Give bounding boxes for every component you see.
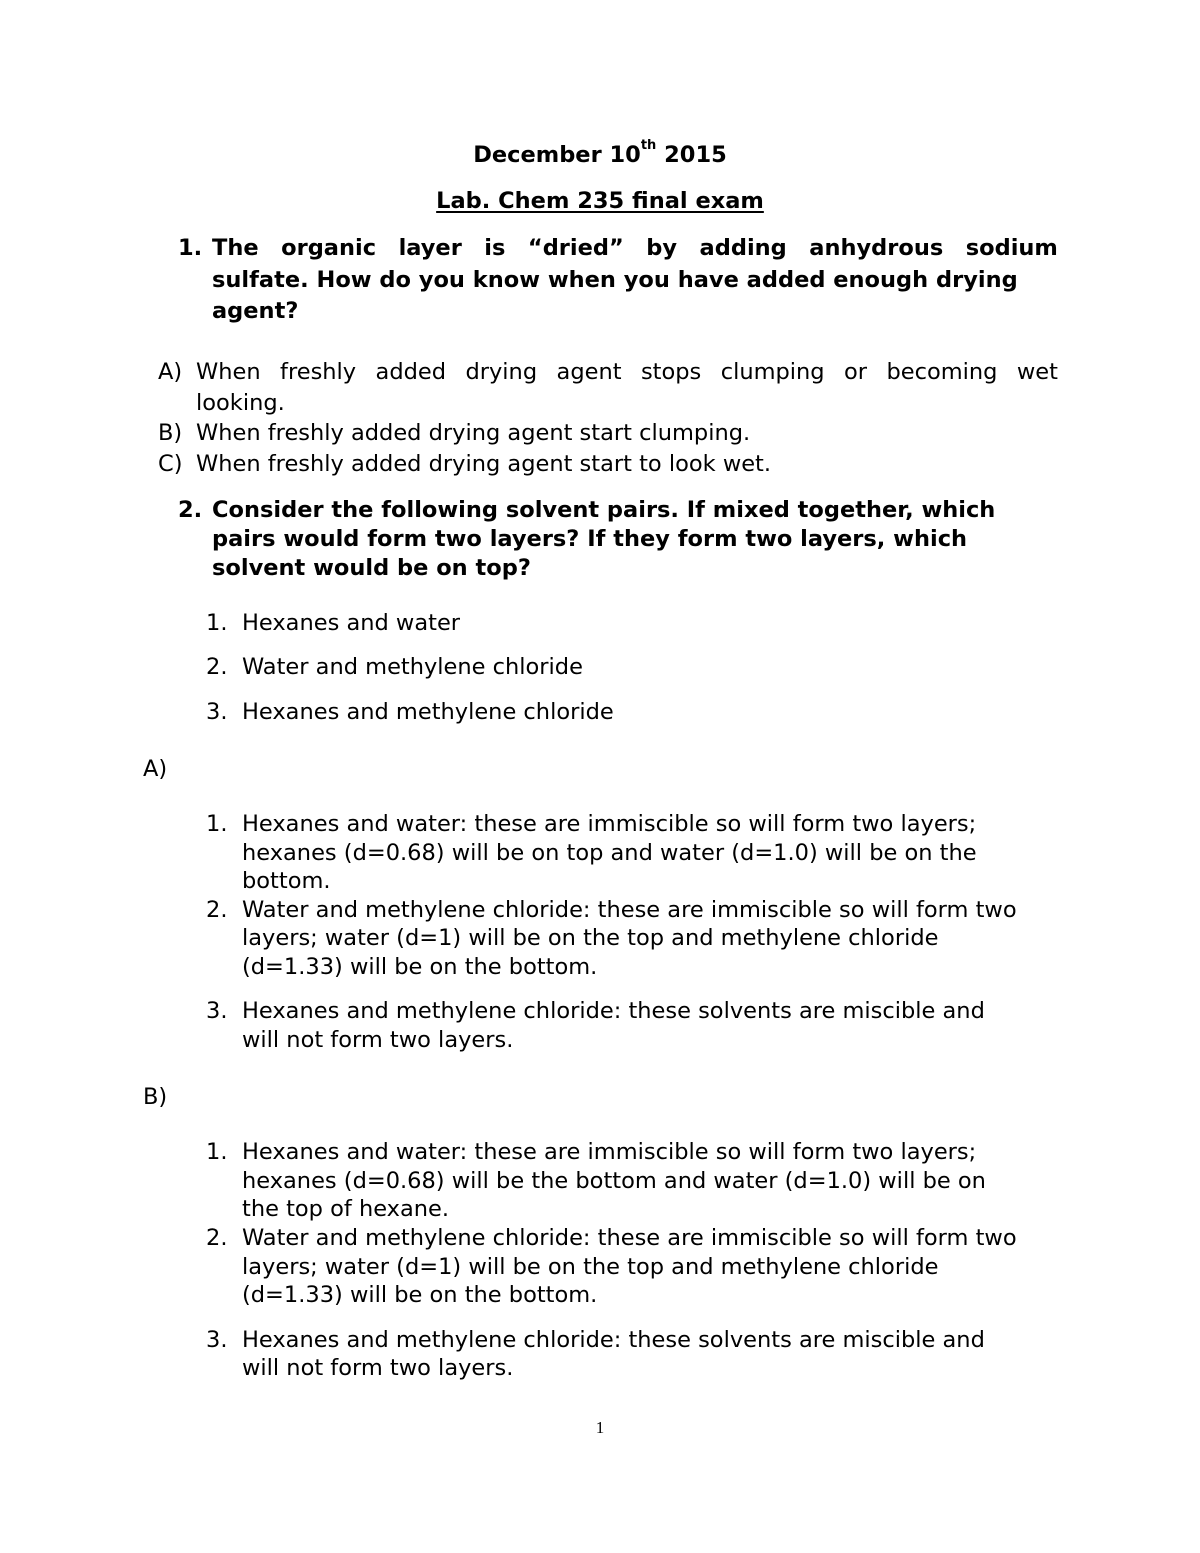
- option-a-word: When: [196, 359, 261, 385]
- option-a-word: becoming: [886, 359, 998, 385]
- answer-b-item-2-line: (d=1.33) will be on the bottom.: [242, 1282, 598, 1308]
- pair-2-text: Water and methylene chloride: [242, 654, 583, 680]
- answer-a-letter: A): [143, 756, 168, 782]
- question-1-line-2: sulfate. How do you know when you have added enough drying: [212, 267, 1018, 293]
- answer-b-item-1-number: 1.: [206, 1139, 228, 1165]
- q1-word: sodium: [965, 235, 1058, 261]
- exam-title: Lab. Chem 235 final exam: [436, 188, 764, 214]
- q1-word: adding: [699, 235, 787, 261]
- answer-a-item-2-line: Water and methylene chloride: these are immiscible so will form two: [242, 897, 1017, 923]
- option-c-letter: C): [158, 451, 183, 477]
- answer-a-item-1-number: 1.: [206, 811, 228, 837]
- answer-b-item-1-line: Hexanes and water: these are immiscible so will form two layers;: [242, 1139, 977, 1165]
- pair-3-number: 3.: [206, 699, 228, 725]
- pair-2-number: 2.: [206, 654, 228, 680]
- option-c-text: When freshly added drying agent start to look wet.: [196, 451, 772, 477]
- exam-date: [0, 138, 1200, 168]
- option-a-word: freshly: [280, 359, 357, 385]
- answer-b-item-2-line: Water and methylene chloride: these are immiscible so will form two: [242, 1225, 1017, 1251]
- answer-b-item-1-line: the top of hexane.: [242, 1196, 450, 1222]
- option-a-word: stops: [640, 359, 702, 385]
- date-year: 2015: [664, 142, 727, 168]
- option-a-word: wet: [1016, 359, 1058, 385]
- answer-b-item-2-number: 2.: [206, 1225, 228, 1251]
- answer-a-item-3-number: 3.: [206, 998, 228, 1024]
- q1-word: by: [646, 235, 678, 261]
- question-2-line-2: pairs would form two layers? If they form two layers, which: [212, 526, 968, 552]
- option-a-word: or: [844, 359, 868, 385]
- answer-a-item-2-line: (d=1.33) will be on the bottom.: [242, 954, 598, 980]
- question-1-number: 1.: [178, 235, 203, 261]
- page-number: 1: [595, 1418, 605, 1437]
- answer-a-item-3-line: Hexanes and methylene chloride: these solvents are miscible and: [242, 998, 985, 1024]
- answer-b-item-2-line: layers; water (d=1) will be on the top and methylene chloride: [242, 1254, 939, 1280]
- pair-1-number: 1.: [206, 610, 228, 636]
- answer-b-item-1-line: hexanes (d=0.68) will be the bottom and water (d=1.0) will be on: [242, 1168, 986, 1194]
- date-text: December 10: [473, 142, 641, 168]
- question-1-line-3: agent?: [212, 298, 299, 324]
- option-a-line-2: looking.: [196, 390, 285, 416]
- answer-a-item-1-line: bottom.: [242, 868, 331, 894]
- question-2-line-3: solvent would be on top?: [212, 555, 531, 581]
- pair-3-text: Hexanes and methylene chloride: [242, 699, 614, 725]
- answer-b-item-3-number: 3.: [206, 1327, 228, 1353]
- q1-word: The: [212, 235, 259, 261]
- option-a-line-1: [196, 357, 1058, 387]
- answer-a-item-1-line: hexanes (d=0.68) will be on top and water (d=1.0) will be on the: [242, 840, 977, 866]
- answer-a-item-3-line: will not form two layers.: [242, 1027, 514, 1053]
- question-2-number: 2.: [178, 497, 203, 523]
- answer-b-item-3-line: Hexanes and methylene chloride: these solvents are miscible and: [242, 1327, 985, 1353]
- answer-a-item-2-line: layers; water (d=1) will be on the top and methylene chloride: [242, 925, 939, 951]
- q1-word: is: [484, 235, 506, 261]
- option-b-letter: B): [158, 420, 183, 446]
- q1-word: layer: [398, 235, 462, 261]
- answer-b-letter: B): [143, 1084, 168, 1110]
- answer-a-item-1-line: Hexanes and water: these are immiscible so will form two layers;: [242, 811, 977, 837]
- option-b-text: When freshly added drying agent start clumping.: [196, 420, 751, 446]
- option-a-letter: A): [158, 359, 183, 385]
- answer-b-item-3-line: will not form two layers.: [242, 1355, 514, 1381]
- option-a-word: clumping: [720, 359, 825, 385]
- q1-word: organic: [281, 235, 377, 261]
- q1-word: anhydrous: [809, 235, 944, 261]
- option-a-word: drying: [465, 359, 538, 385]
- pair-1-text: Hexanes and water: [242, 610, 461, 636]
- question-1-line-1: [212, 233, 1058, 263]
- answer-a-item-2-number: 2.: [206, 897, 228, 923]
- exam-title-wrap: [0, 188, 1200, 214]
- date-superscript: th: [640, 138, 657, 153]
- question-2-line-1: Consider the following solvent pairs. If mixed together, which: [212, 497, 996, 523]
- option-a-word: agent: [556, 359, 622, 385]
- option-a-word: added: [375, 359, 447, 385]
- q1-word: “dried”: [527, 235, 624, 261]
